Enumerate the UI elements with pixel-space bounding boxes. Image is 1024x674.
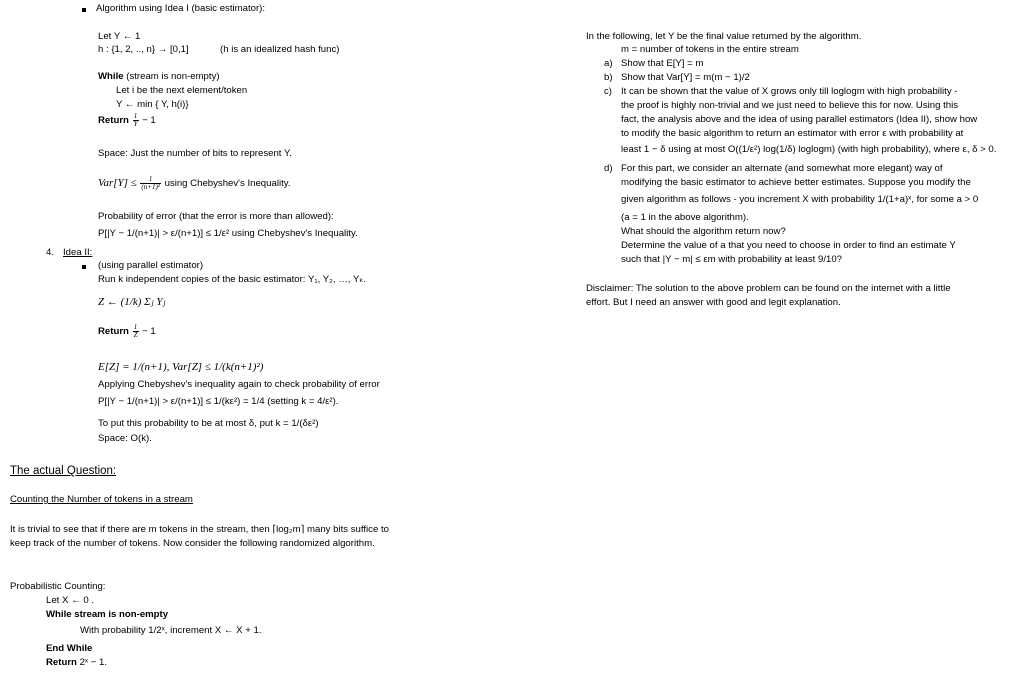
- part-d-line-2: modifying the basic estimator to achieve better estimates. Suppose you modify the: [621, 177, 971, 188]
- part-d-line-5: What should the algorithm return now?: [621, 226, 786, 237]
- space-1: Space: Just the number of bits to represent Y.: [98, 148, 292, 159]
- bullet-idea2: [82, 265, 86, 269]
- let-y: Let Y ← 1: [98, 31, 141, 42]
- with-probability: With probability 1/2ˣ, increment X ← X + 1.: [80, 625, 262, 636]
- part-c-line-3: fact, the analysis above and the idea of using parallel estimators (Idea II), show how: [621, 114, 978, 125]
- hash-def: h : {1, 2, .., n} → [0,1]: [98, 44, 189, 55]
- hash-note: (h is an idealized hash func): [220, 44, 340, 55]
- var-line: [98, 176, 291, 191]
- part-d-label: d): [604, 163, 613, 174]
- let-x: Let X ← 0 .: [46, 595, 94, 606]
- prob-counting-title: Probabilistic Counting:: [10, 581, 106, 592]
- part-d-line-7: such that |Y − m| ≤ εm with probability at least 9/10?: [621, 254, 842, 265]
- part-b-label: b): [604, 72, 613, 83]
- run-k: Run k independent copies of the basic estimator: Y₁, Y₂, …, Yₖ.: [98, 274, 367, 285]
- disclaimer-line-2: effort. But I need an answer with good and legit explanation.: [586, 297, 841, 308]
- parallel-estimator: (using parallel estimator): [98, 260, 204, 271]
- prob-line-2: P[|Y − 1/(n+1)| > ε/(n+1)] ≤ 1/(kε²) = 1/4 (setting k = 4/ε²).: [98, 396, 339, 407]
- m-definition: m = number of tokens in the entire stream: [621, 44, 799, 55]
- part-c-label: c): [604, 86, 612, 97]
- part-b-text: Show that Var[Y] = m(m − 1)/2: [621, 72, 750, 83]
- idea1-heading: Algorithm using Idea I (basic estimator):: [96, 3, 266, 14]
- return-2x-keyword: Return: [46, 657, 77, 668]
- part-d-line-1: For this part, we consider an alternate (and somewhat more elegant) way of: [621, 163, 943, 174]
- return-line-2: Return $\frac{1}{Z}$ − 1: [98, 323, 156, 339]
- next-element: Let i be the next element/token: [116, 85, 248, 96]
- ez-line: E[Z] = 1/(n+1), Var[Z] ≤ 1/(k(n+1)²): [98, 361, 264, 373]
- part-d-line-4: (a = 1 in the above algorithm).: [621, 212, 749, 223]
- intro-line: In the following, let Y be the final value returned by the algorithm.: [586, 31, 862, 42]
- return-fraction-2: $\frac{1}{Z}$: [133, 323, 138, 339]
- end-while: End While: [46, 643, 93, 654]
- trivial-line-1: It is trivial to see that if there are m tokens in the stream, then ⌈log₂m⌉ many bits suffice to: [10, 524, 389, 535]
- return-line-1: Return $\frac{1}{Y}$ − 1: [98, 112, 156, 128]
- var-fraction: $\frac{1}{\text{(n+1)²}}$: [141, 175, 160, 191]
- prob-error: Probability of error (that the error is more than allowed):: [98, 211, 334, 222]
- part-d-line-3: given algorithm as follows - you increment X with probability 1/(1+a)ˣ, for some a > 0: [621, 194, 979, 205]
- y-update: Y ← min { Y, h(i)}: [116, 99, 189, 110]
- var-lhs: Var[Y] ≤: [98, 177, 137, 190]
- apply-chebyshev: Applying Chebyshev's inequality again to check probability of error: [98, 379, 380, 390]
- trivial-line-2: keep track of the number of tokens. Now consider the following randomized algorithm.: [10, 538, 375, 549]
- part-a-text: Show that E[Y] = m: [621, 58, 704, 69]
- part-c-line-4: to modify the basic algorithm to return an estimator with error ε with probability at: [621, 128, 964, 139]
- actual-question-heading: The actual Question:: [10, 465, 117, 477]
- part-c-line-5: least 1 − δ using at most O((1/ε²) log(1/δ) loglogm) (with high probability), where ε, δ > 0.: [621, 144, 997, 155]
- while-condition: (stream is non-empty): [123, 71, 220, 82]
- part-d-line-6: Determine the value of a that you need to choose in order to find an estimate Y: [621, 240, 956, 251]
- z-def: Z ← (1/k) Σⱼ Yⱼ: [98, 296, 166, 308]
- return-keyword: Return: [98, 115, 129, 127]
- return-2x-value: 2ˣ − 1.: [76, 657, 108, 668]
- idea2-heading: Idea II:: [63, 247, 93, 258]
- return-2x-line: [46, 657, 107, 669]
- put-k: To put this probability to be at most δ, put k = 1/(δε²): [98, 418, 319, 429]
- disclaimer-line-1: Disclaimer: The solution to the above problem can be found on the internet with a little: [586, 283, 951, 294]
- bullet-idea1: [82, 8, 86, 12]
- part-c-line-2: the proof is highly non-trivial and we just need to believe this for now. Using this: [621, 100, 959, 111]
- counting-title: Counting the Number of tokens in a stream: [10, 494, 193, 505]
- return-keyword-2: Return: [98, 326, 129, 338]
- var-rhs: using Chebyshev's Inequality.: [164, 178, 291, 190]
- part-a-label: a): [604, 58, 613, 69]
- prob-line: P[|Y − 1/(n+1)| > ε/(n+1)] ≤ 1/ε² using Chebyshev's Inequality.: [98, 228, 358, 239]
- return-fraction: $\frac{1}{Y}$: [133, 112, 138, 128]
- part-c-line-1: It can be shown that the value of X grows only till loglogm with high probability -: [621, 86, 958, 97]
- while-line: [98, 71, 220, 83]
- idea2-number: 4.: [46, 247, 55, 258]
- while-2: While stream is non-empty: [46, 609, 169, 620]
- space-2: Space: O(k).: [98, 433, 152, 444]
- while-keyword: While: [98, 71, 124, 82]
